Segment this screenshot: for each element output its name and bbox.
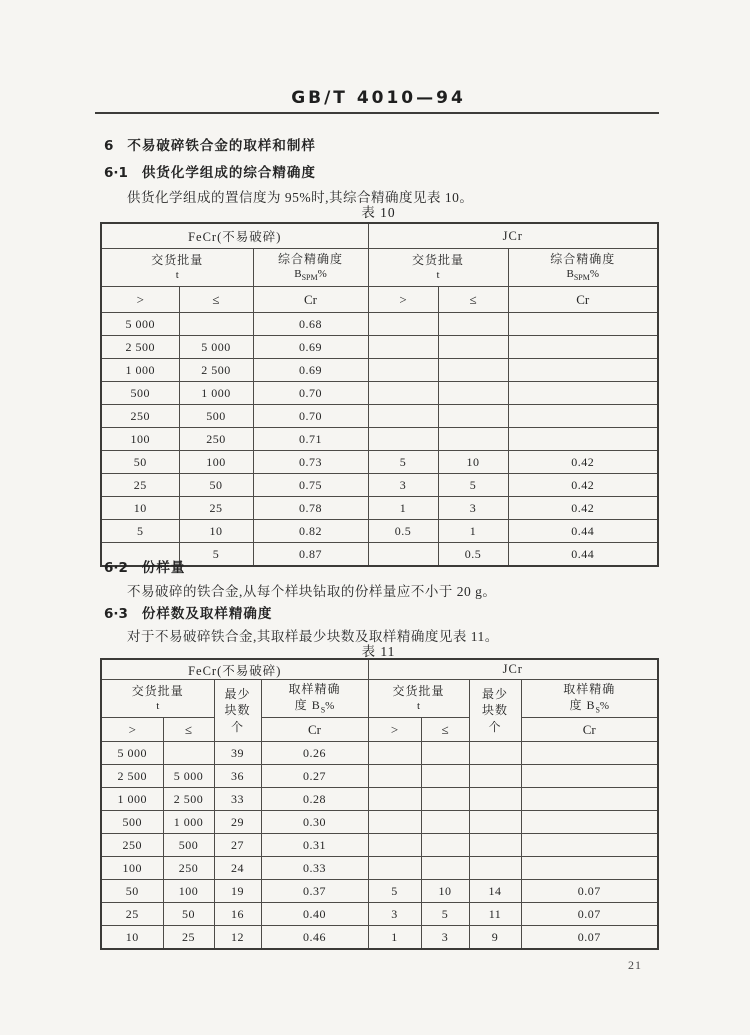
element-header: Cr xyxy=(521,718,658,742)
table-cell xyxy=(421,811,469,834)
table-cell: 1 xyxy=(368,926,421,950)
table-cell: 12 xyxy=(214,926,261,950)
table-cell: 33 xyxy=(214,788,261,811)
table-cell: 0.69 xyxy=(253,336,368,359)
table-cell: 0.42 xyxy=(508,497,658,520)
table-cell xyxy=(179,313,253,336)
table-cell xyxy=(438,382,508,405)
greater-than-header: > xyxy=(101,287,179,313)
table-cell: 0.69 xyxy=(253,359,368,382)
table-cell: 250 xyxy=(179,428,253,451)
section-6-1-heading xyxy=(104,161,316,181)
batch-lot-label: 交货批量 xyxy=(412,252,465,267)
table-cell xyxy=(508,428,658,451)
table-cell: 0.82 xyxy=(253,520,368,543)
less-equal-header: ≤ xyxy=(421,718,469,742)
batch-lot-unit: t xyxy=(416,700,421,713)
table-row xyxy=(101,405,658,428)
table-cell: 0.40 xyxy=(261,903,368,926)
section-6-3-body: 对于不易破碎铁合金,其取样最少块数及取样精确度见表 11。 xyxy=(127,629,499,644)
table-cell xyxy=(438,428,508,451)
table-cell xyxy=(521,788,658,811)
table-cell: 10 xyxy=(438,451,508,474)
table-cell xyxy=(521,834,658,857)
table-cell: 0.07 xyxy=(521,903,658,926)
section-6-2-heading xyxy=(104,556,185,576)
sampling-precision-header xyxy=(521,680,658,718)
less-equal-header: ≤ xyxy=(179,287,253,313)
table-cell xyxy=(438,359,508,382)
table-cell xyxy=(438,405,508,428)
section-number: 6·2 xyxy=(104,560,128,576)
table-cell: 5 000 xyxy=(101,742,163,765)
table-cell xyxy=(469,857,521,880)
table-cell xyxy=(469,742,521,765)
table-cell xyxy=(469,811,521,834)
table-cell: 0.71 xyxy=(253,428,368,451)
table-cell: 0.30 xyxy=(261,811,368,834)
greater-than-header: > xyxy=(101,718,163,742)
table-cell: 3 xyxy=(421,926,469,950)
group-header-jcr: JCr xyxy=(368,659,658,680)
section-number: 6 xyxy=(104,138,114,154)
table-row xyxy=(101,359,658,382)
table-cell xyxy=(368,359,438,382)
table-cell xyxy=(368,543,438,567)
table-cell: 0.42 xyxy=(508,474,658,497)
table-cell: 0.44 xyxy=(508,520,658,543)
batch-lot-unit: t xyxy=(156,700,160,713)
table-cell: 500 xyxy=(101,811,163,834)
table-cell: 0.5 xyxy=(368,520,438,543)
table-cell: 10 xyxy=(179,520,253,543)
table-cell: 27 xyxy=(214,834,261,857)
standard-code: GB/T 4010—94 xyxy=(291,88,466,108)
less-equal-header: ≤ xyxy=(438,287,508,313)
batch-lot-unit: t xyxy=(175,269,179,282)
table-cell xyxy=(521,857,658,880)
table-cell: 0.68 xyxy=(253,313,368,336)
group-header-fecr: FeCr(不易破碎) xyxy=(101,223,368,249)
table-cell: 14 xyxy=(469,880,521,903)
table-cell xyxy=(368,857,421,880)
table-cell xyxy=(508,336,658,359)
table-row xyxy=(101,765,658,788)
table-cell: 0.70 xyxy=(253,382,368,405)
table-cell: 5 xyxy=(438,474,508,497)
table-row xyxy=(101,857,658,880)
table-row xyxy=(101,336,658,359)
table-11-caption: 表 11 xyxy=(361,644,396,659)
table-cell: 100 xyxy=(163,880,214,903)
table-cell: 25 xyxy=(179,497,253,520)
table-cell xyxy=(368,765,421,788)
table-row xyxy=(101,382,658,405)
table-cell: 5 xyxy=(179,543,253,567)
table-cell xyxy=(421,834,469,857)
table-cell: 0.42 xyxy=(508,451,658,474)
table-cell xyxy=(421,742,469,765)
table-cell xyxy=(368,428,438,451)
table-row xyxy=(101,880,658,903)
table-cell: 5 xyxy=(368,451,438,474)
table-cell: 500 xyxy=(101,382,179,405)
table-cell: 19 xyxy=(214,880,261,903)
table-cell: 25 xyxy=(163,926,214,950)
table-cell: 0.78 xyxy=(253,497,368,520)
batch-lot-label: 交货批量 xyxy=(151,252,204,267)
batch-lot-header xyxy=(368,680,469,718)
batch-lot-label: 交货批量 xyxy=(392,683,445,698)
table-10-caption: 表 10 xyxy=(361,205,396,220)
table-cell: 39 xyxy=(214,742,261,765)
table-cell: 50 xyxy=(163,903,214,926)
table-cell xyxy=(521,811,658,834)
table-cell xyxy=(421,788,469,811)
table-cell: 1 000 xyxy=(101,788,163,811)
greater-than-header: > xyxy=(368,287,438,313)
table-cell xyxy=(421,857,469,880)
table-cell: 1 xyxy=(368,497,438,520)
section-title: 供货化学组成的综合精确度 xyxy=(141,165,316,181)
table-cell xyxy=(469,765,521,788)
table-cell: 5 xyxy=(421,903,469,926)
table-cell: 0.5 xyxy=(438,543,508,567)
batch-lot-header xyxy=(368,249,508,287)
table-cell xyxy=(368,313,438,336)
overall-precision-symbol: $B_{SPM}\%$ xyxy=(566,268,600,283)
table-cell: 50 xyxy=(101,451,179,474)
table-11 xyxy=(100,658,659,950)
table-row xyxy=(101,520,658,543)
table-cell: 36 xyxy=(214,765,261,788)
section-number: 6·1 xyxy=(104,165,128,181)
table-cell xyxy=(521,765,658,788)
table-cell: 2 500 xyxy=(101,336,179,359)
table-cell xyxy=(368,742,421,765)
sampling-precision-symbol: 度 $B_S\%$ xyxy=(569,698,610,715)
overall-precision-label: 综合精确度 xyxy=(550,251,616,266)
sampling-precision-header xyxy=(261,680,368,718)
table-cell: 250 xyxy=(101,834,163,857)
table-cell xyxy=(508,405,658,428)
table-cell: 25 xyxy=(101,903,163,926)
table-cell: 250 xyxy=(101,405,179,428)
sampling-precision-symbol: 度 $B_S\%$ xyxy=(294,698,335,715)
table-cell: 1 000 xyxy=(163,811,214,834)
table-cell: 1 000 xyxy=(101,359,179,382)
batch-lot-label: 交货批量 xyxy=(131,683,184,698)
table-row xyxy=(101,903,658,926)
table-cell: 0.28 xyxy=(261,788,368,811)
batch-lot-header xyxy=(101,249,253,287)
table-cell: 50 xyxy=(101,880,163,903)
overall-precision-symbol: $B_{SPM}\%$ xyxy=(294,268,327,283)
section-number: 6·3 xyxy=(104,606,128,622)
table-cell xyxy=(368,834,421,857)
table-cell: 9 xyxy=(469,926,521,950)
min-pieces-header: 最少 块数 个 xyxy=(469,680,521,742)
table-cell: 11 xyxy=(469,903,521,926)
table-cell: 0.07 xyxy=(521,880,658,903)
group-header-fecr: FeCr(不易破碎) xyxy=(101,659,368,680)
table-10-header xyxy=(101,223,658,313)
section-6-heading xyxy=(104,134,316,154)
table-cell: 0.07 xyxy=(521,926,658,950)
table-row xyxy=(101,926,658,950)
table-row xyxy=(101,497,658,520)
table-cell: 0.33 xyxy=(261,857,368,880)
table-cell xyxy=(438,313,508,336)
section-title: 不易破碎铁合金的取样和制样 xyxy=(127,138,316,154)
sampling-precision-label: 取样精确 xyxy=(563,681,616,696)
table-cell: 0.46 xyxy=(261,926,368,950)
table-row xyxy=(101,811,658,834)
table-cell xyxy=(469,788,521,811)
batch-lot-header xyxy=(101,680,214,718)
section-6-3-heading xyxy=(104,602,272,622)
table-cell: 10 xyxy=(101,497,179,520)
table-row xyxy=(101,451,658,474)
element-header: Cr xyxy=(508,287,658,313)
table-cell xyxy=(508,359,658,382)
table-cell: 0.37 xyxy=(261,880,368,903)
overall-precision-header xyxy=(508,249,658,287)
overall-precision-label: 综合精确度 xyxy=(278,251,344,266)
table-cell xyxy=(521,742,658,765)
sampling-precision-label: 取样精确 xyxy=(288,681,341,696)
table-cell: 10 xyxy=(101,926,163,950)
table-row xyxy=(101,742,658,765)
table-cell: 1 000 xyxy=(179,382,253,405)
section-6-2-body: 不易破碎的铁合金,从每个样块钻取的份样量应不小于 20 g。 xyxy=(127,584,497,599)
table-cell xyxy=(368,405,438,428)
group-header-jcr: JCr xyxy=(368,223,658,249)
table-cell xyxy=(421,765,469,788)
element-header: Cr xyxy=(253,287,368,313)
batch-lot-unit: t xyxy=(436,269,440,282)
page-number: 21 xyxy=(628,958,642,972)
min-pieces-header: 最少 块数 个 xyxy=(214,680,261,742)
table-row xyxy=(101,788,658,811)
table-cell: 500 xyxy=(163,834,214,857)
table-cell: 25 xyxy=(101,474,179,497)
table-cell: 0.44 xyxy=(508,543,658,567)
header-rule xyxy=(95,112,659,114)
table-cell: 2 500 xyxy=(163,788,214,811)
table-cell: 29 xyxy=(214,811,261,834)
table-11-body xyxy=(101,742,658,950)
table-cell: 5 xyxy=(101,520,179,543)
section-title: 份样数及取样精确度 xyxy=(141,606,273,622)
table-cell xyxy=(368,788,421,811)
table-cell: 3 xyxy=(368,474,438,497)
table-cell: 100 xyxy=(101,857,163,880)
table-cell: 100 xyxy=(179,451,253,474)
table-cell: 0.31 xyxy=(261,834,368,857)
greater-than-header: > xyxy=(368,718,421,742)
table-10 xyxy=(100,222,659,567)
table-cell: 0.27 xyxy=(261,765,368,788)
table-cell: 2 500 xyxy=(101,765,163,788)
table-cell: 0.73 xyxy=(253,451,368,474)
table-10-body xyxy=(101,313,658,567)
table-cell: 5 000 xyxy=(179,336,253,359)
table-cell: 5 xyxy=(368,880,421,903)
table-cell: 0.87 xyxy=(253,543,368,567)
table-cell: 0.70 xyxy=(253,405,368,428)
table-cell xyxy=(508,382,658,405)
table-cell: 1 xyxy=(438,520,508,543)
table-cell: 24 xyxy=(214,857,261,880)
table-cell xyxy=(368,336,438,359)
table-cell xyxy=(438,336,508,359)
table-cell: 10 xyxy=(421,880,469,903)
table-cell: 5 000 xyxy=(101,313,179,336)
table-row xyxy=(101,428,658,451)
element-header: Cr xyxy=(261,718,368,742)
table-row xyxy=(101,313,658,336)
table-cell: 50 xyxy=(179,474,253,497)
table-11-header xyxy=(101,659,658,742)
section-title: 份样量 xyxy=(141,560,186,576)
table-cell xyxy=(368,382,438,405)
overall-precision-header xyxy=(253,249,368,287)
section-6-1-body: 供货化学组成的置信度为 95%时,其综合精确度见表 10。 xyxy=(127,190,474,205)
less-equal-header: ≤ xyxy=(163,718,214,742)
table-row xyxy=(101,834,658,857)
table-cell: 250 xyxy=(163,857,214,880)
table-cell: 500 xyxy=(179,405,253,428)
table-cell: 16 xyxy=(214,903,261,926)
table-row xyxy=(101,474,658,497)
table-cell: 3 xyxy=(368,903,421,926)
table-cell: 100 xyxy=(101,428,179,451)
table-cell: 2 500 xyxy=(179,359,253,382)
table-cell xyxy=(368,811,421,834)
table-cell: 0.75 xyxy=(253,474,368,497)
table-cell: 3 xyxy=(438,497,508,520)
table-cell xyxy=(508,313,658,336)
table-cell: 0.26 xyxy=(261,742,368,765)
table-cell: 5 000 xyxy=(163,765,214,788)
table-cell xyxy=(469,834,521,857)
table-cell xyxy=(163,742,214,765)
